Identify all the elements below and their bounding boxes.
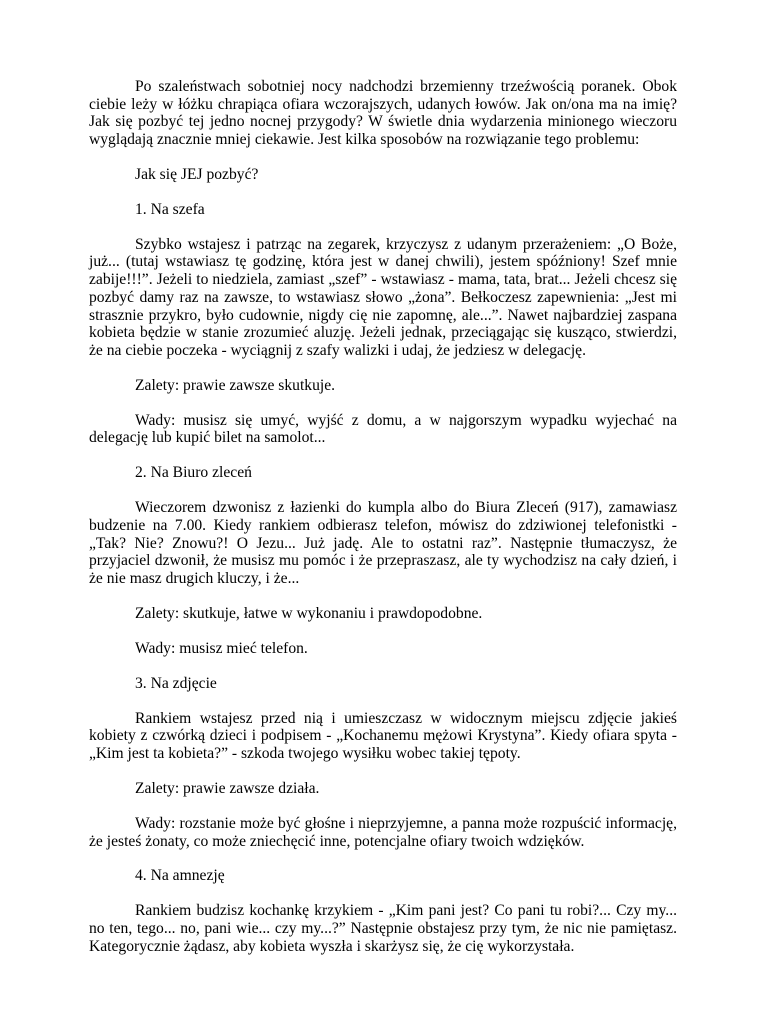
section-heading-3: 3. Na zdjęcie	[135, 674, 217, 692]
document-page	[89, 78, 677, 973]
section-question: Jak się JEJ pozbyć?	[135, 166, 259, 183]
method-2-paragraph: Wieczorem dzwonisz z łazienki do kumpla albo do Biura Zleceń (917), zamawiasz budzenie na 7.00. Kiedy rankiem odbierasz telefon, mówisz do zdziwionej telefonistki - „Tak? Nie? Znowu?! O Jezu... Już jadę. Ale to ostatni raz”. Następnie tłumaczysz, że przyjaciel dzwonił, że musisz mu pomóc i że przepraszasz, ale ty wychodzisz na cały dzień, i że nie masz drugich kluczy, i że...	[89, 499, 677, 588]
method-1-pros: Zalety: prawie zawsze skutkuje.	[135, 376, 336, 394]
method-3-pros: Zalety: prawie zawsze działa.	[135, 779, 320, 797]
method-3-cons: Wady: rozstanie może być głośne i nieprzyjemne, a panna może rozpuścić informację, że jesteś żonaty, co może zniechęcić inne, potencjalne ofiary twoich wdzięków.	[89, 814, 677, 850]
method-1-paragraph: Szybko wstajesz i patrząc na zegarek, krzyczysz z udanym przerażeniem: „O Boże, już... (tutaj wstawiasz tę godzinę, która jest w danej chwili), jestem spóźniony! Szef mnie zabije!!!”. Jeżeli to niedziela, zamiast „szef” - wstawiasz - mama, tata, brat... Jeżeli chcesz się pozbyć damy raz na zawsze, to wstawiasz słowo „żona”. Bełkoczesz zapewnienia: „Jest mi strasznie przykro, było cudownie, nigdy cię nie zapomnę, ale...”. Nawet najbardziej zaspana kobieta będzie w stanie zrozumieć aluzję. Jeżeli jednak, przeciągając się kusząco, stwierdzi, że na ciebie poczeka - wyciągnij z szafy walizki i udaj, że jedziesz w delegację.	[89, 235, 677, 359]
method-2-pros: Zalety: skutkuje, łatwe w wykonaniu i prawdopodobne.	[135, 604, 483, 622]
intro-paragraph: Po szaleństwach sobotniej nocy nadchodzi brzemienny trzeźwością poranek. Obok ciebie leży w łóżku chrapiąca ofiara wczorajszych, udanych łowów. Jak on/ona ma na imię? Jak się pozbyć tej jedno nocnej przygody? W świetle dnia wydarzenia minionego wieczoru wyglądają znacznie mniej ciekawie. Jest kilka sposobów na rozwiązanie tego problemu:	[89, 78, 677, 149]
method-2-cons: Wady: musisz mieć telefon.	[135, 639, 308, 657]
method-3-paragraph: Rankiem wstajesz przed nią i umieszczasz w widocznym miejscu zdjęcie jakieś kobiety z czwórką dzieci i podpisem - „Kochanemu mężowi Krystyna”. Kiedy ofiara spyta - „Kim jest ta kobieta?” - szkoda twojego wysiłku wobec takiej tępoty.	[89, 709, 677, 763]
method-1-cons: Wady: musisz się umyć, wyjść z domu, a w najgorszym wypadku wyjechać na delegację lub kupić bilet na samolot...	[89, 411, 677, 447]
section-heading-4: 4. Na amnezję	[135, 867, 225, 885]
section-heading-1: 1. Na szefa	[135, 200, 205, 218]
method-4-paragraph: Rankiem budzisz kochankę krzykiem - „Kim pani jest? Co pani tu robi?... Czy my... no ten, tego... no, pani wie... czy my...?” Następnie obstajesz przy tym, że nic nie pamiętasz. Kategorycznie żądasz, aby kobieta wyszła i skarżysz się, że cię wykorzystała.	[89, 902, 677, 955]
section-heading-2: 2. Na Biuro zleceń	[135, 464, 252, 482]
